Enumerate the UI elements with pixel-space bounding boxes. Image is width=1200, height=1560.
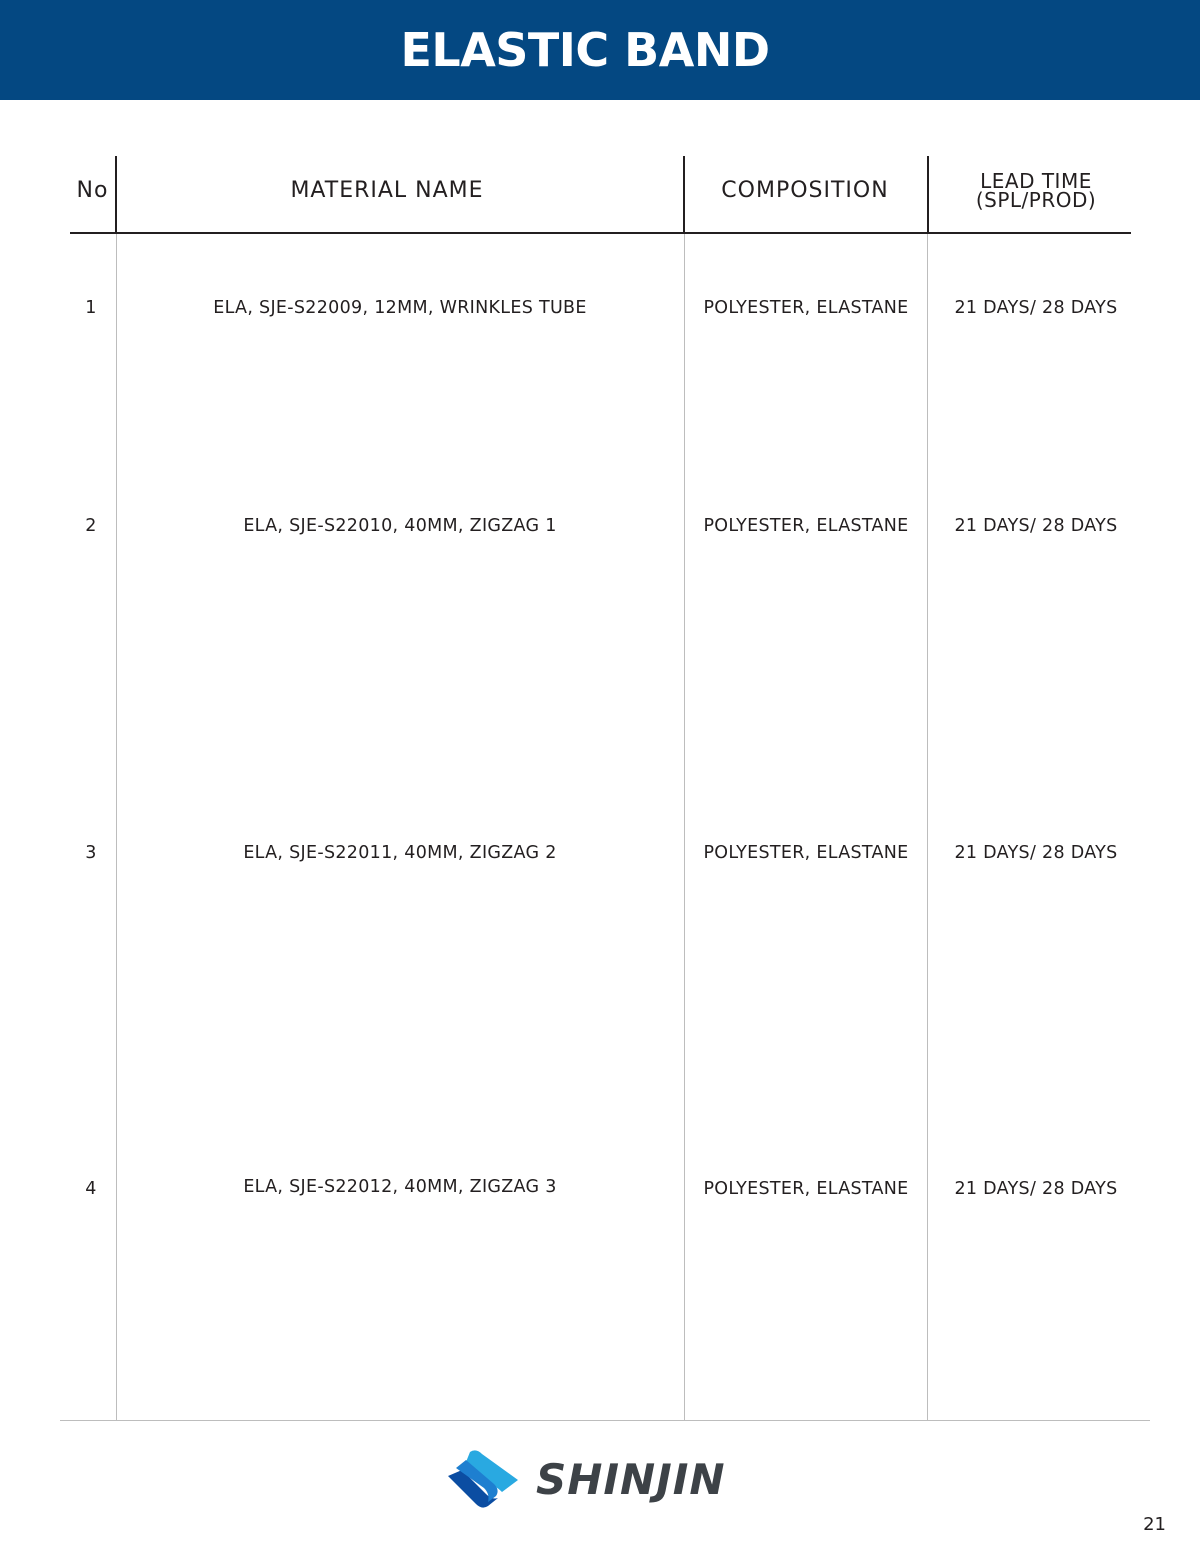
column-divider	[927, 156, 929, 234]
logo-wordmark: SHINJIN	[536, 1455, 726, 1504]
lead-time: 21 DAYS/ 28 DAYS	[954, 843, 1118, 863]
row-number: 1	[85, 298, 97, 318]
page-title: ELASTIC BAND	[400, 23, 770, 77]
composition: POLYESTER, ELASTANE	[703, 298, 909, 318]
row-number: 2	[85, 516, 97, 536]
composition: POLYESTER, ELASTANE	[703, 1179, 909, 1199]
row-number: 3	[85, 843, 97, 863]
header-rule	[70, 232, 1131, 234]
column-header-composition: COMPOSITION	[721, 178, 889, 203]
material-name: ELA, SJE-S22009, 12MM, WRINKLES TUBE	[213, 298, 587, 318]
composition: POLYESTER, ELASTANE	[703, 843, 909, 863]
column-header-material-name: MATERIAL NAME	[290, 178, 484, 203]
material-name: ELA, SJE-S22012, 40MM, ZIGZAG 3	[243, 1177, 557, 1197]
column-divider	[927, 234, 928, 1420]
table-bottom-rule	[60, 1420, 1150, 1421]
material-name: ELA, SJE-S22010, 40MM, ZIGZAG 1	[243, 516, 557, 536]
column-header-lead-time	[930, 169, 1142, 212]
column-divider	[116, 234, 117, 1420]
column-divider	[684, 234, 685, 1420]
column-header-lead-time-line2: (SPL/PROD)	[975, 188, 1097, 212]
column-header-no: No	[76, 178, 109, 203]
lead-time: 21 DAYS/ 28 DAYS	[954, 298, 1118, 318]
material-name: ELA, SJE-S22011, 40MM, ZIGZAG 2	[243, 843, 557, 863]
column-header-lead-time-line1: LEAD TIME	[980, 169, 1092, 193]
page-number: 21	[1143, 1514, 1166, 1535]
composition: POLYESTER, ELASTANE	[703, 516, 909, 536]
row-number: 4	[85, 1179, 97, 1199]
lead-time: 21 DAYS/ 28 DAYS	[954, 1179, 1118, 1199]
lead-time: 21 DAYS/ 28 DAYS	[954, 516, 1118, 536]
